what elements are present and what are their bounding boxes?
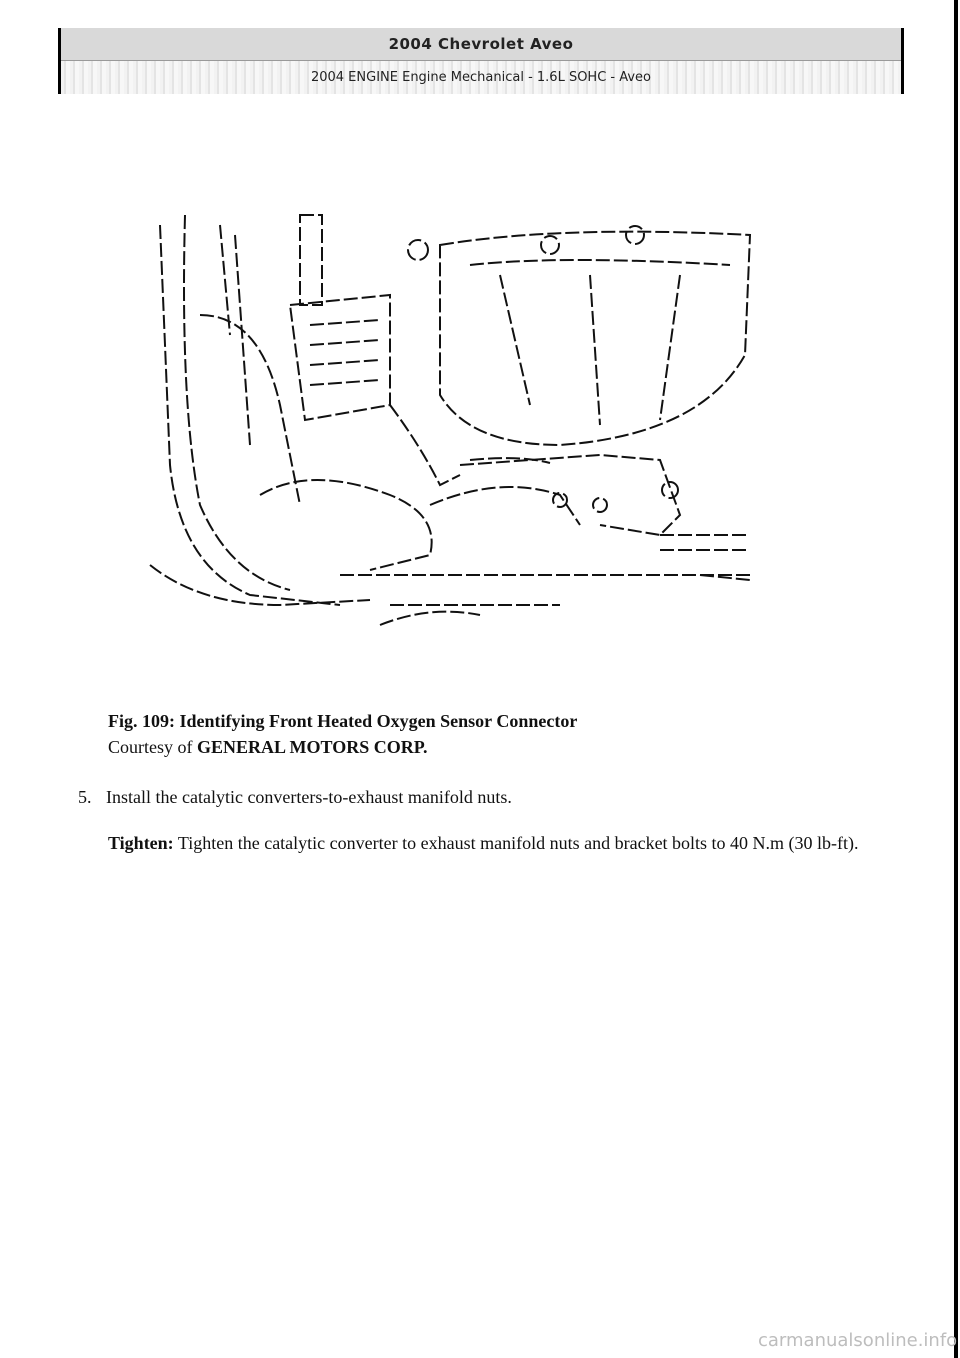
site-watermark: carmanualsonline.info bbox=[758, 1330, 958, 1351]
figure-caption-title: Fig. 109: Identifying Front Heated Oxygen Sensor Connector bbox=[108, 711, 578, 731]
document-subtitle: 2004 ENGINE Engine Mechanical - 1.6L SOHC - Aveo bbox=[61, 61, 901, 94]
torque-note-text: Tighten the catalytic converter to exhaust manifold nuts and bracket bolts to 40 N.m (30 lb-ft). bbox=[173, 833, 859, 853]
procedure-step bbox=[78, 785, 512, 809]
torque-note bbox=[108, 831, 898, 855]
figure-credit-org: GENERAL MOTORS CORP. bbox=[197, 737, 428, 757]
document-header bbox=[58, 28, 904, 94]
figure-credit-prefix: Courtesy of bbox=[108, 737, 197, 757]
document-title: 2004 Chevrolet Aveo bbox=[61, 28, 901, 61]
figure-caption bbox=[108, 708, 577, 760]
torque-note-label: Tighten: bbox=[108, 833, 174, 853]
step-text: Install the catalytic converters-to-exhaust manifold nuts. bbox=[106, 787, 512, 807]
engine-line-drawing bbox=[140, 205, 760, 635]
figure-credit bbox=[108, 734, 577, 760]
page-edge-rule bbox=[954, 0, 958, 1358]
step-number: 5. bbox=[78, 787, 92, 807]
